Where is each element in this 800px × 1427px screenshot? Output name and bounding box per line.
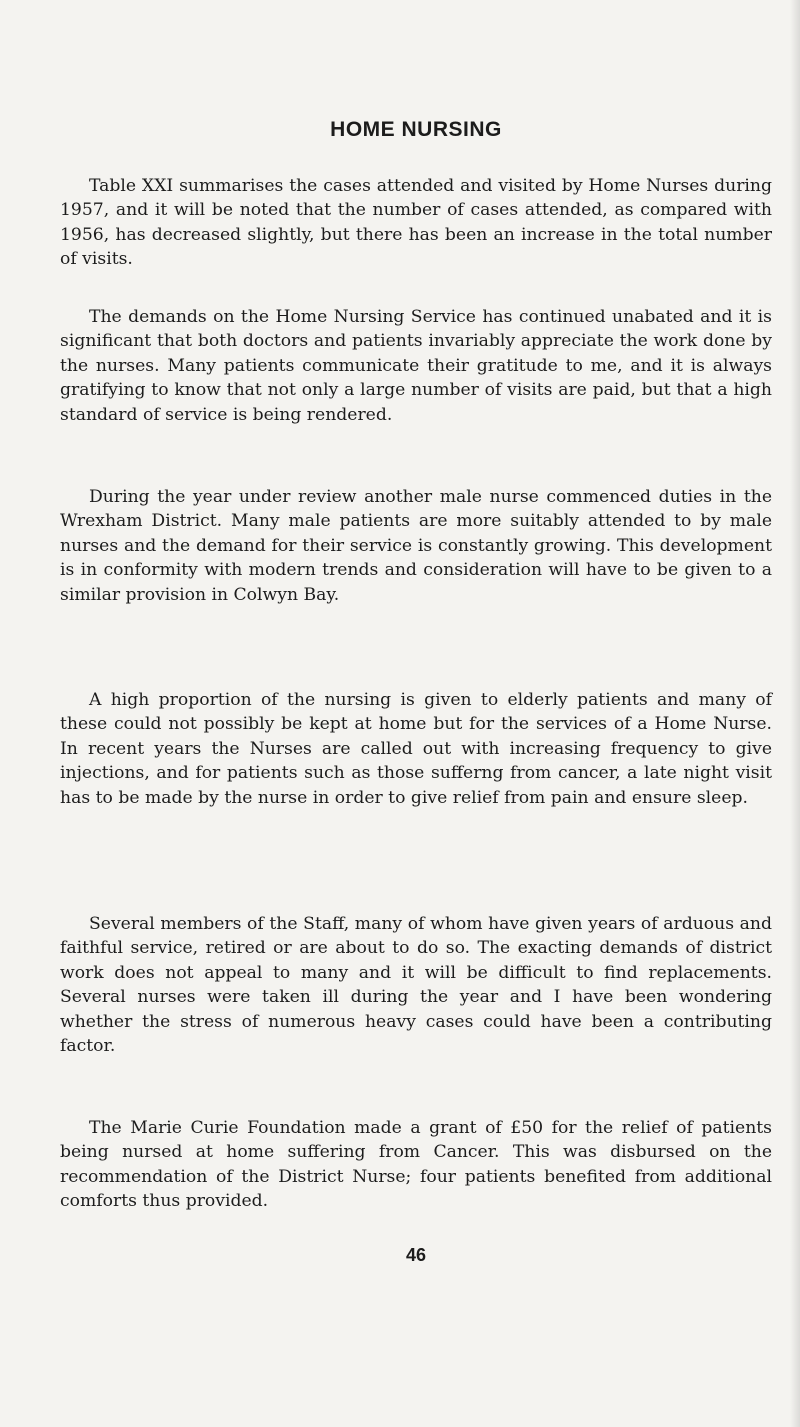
- paragraph-marie-curie-grant: The Marie Curie Foundation made a grant of £50 for the relief of patients being nursed at home suffering from Cancer. This was disbursed on the recommendation of the District Nurse; four patients benefited from additional comforts thus provided.: [60, 1118, 772, 1212]
- paragraph-service-demand: The demands on the Home Nursing Service has continued unabated and it is significant that both doctors and patients invariably appreciate the work done by the nurses. Many patients communicate their gratitude to me, and it is always gratifying to know that not only a large number of visits are paid, but that a high standard of service is being rendered.: [60, 307, 772, 425]
- paragraph-elderly-patients: A high proportion of the nursing is given to elderly patients and many of these could not possibly be kept at home but for the services of a Home Nurse. In recent years the Nurses are called out with increasing frequency to give injections, and for patients such as those sufferng from cancer, a late night visit has to be made by the nurse in order to give relief from pain and ensure sleep.: [60, 690, 772, 808]
- paragraph-staff-retirement: Several members of the Staff, many of whom have given years of arduous and faithful service, retired or are about to do so. The exacting demands of district work does not appeal to many and it will be difficult to find replacements. Several nurses were taken ill during the year and I have been wondering whether the stress of numerous heavy cases could have been a contributing factor.: [60, 914, 772, 1057]
- page-title: HOME NURSING: [330, 118, 502, 141]
- paragraph-male-nurse: During the year under review another male nurse commenced duties in the Wrexham District. Many male patients are more suitably attended to by male nurses and the demand for their service is constantly growing. This development is in conformity with modern trends and consideration will have to be given to a similar provision in Colwyn Bay.: [60, 487, 772, 605]
- page-edge-shadow: [790, 0, 800, 1427]
- paragraph-case-summary: Table XXI summarises the cases attended and visited by Home Nurses during 1957, and it will be noted that the number of cases attended, as compared with 1956, has decreased slightly, but there has been an increase in the total number of visits.: [60, 176, 772, 270]
- page-number: 46: [405, 1245, 427, 1265]
